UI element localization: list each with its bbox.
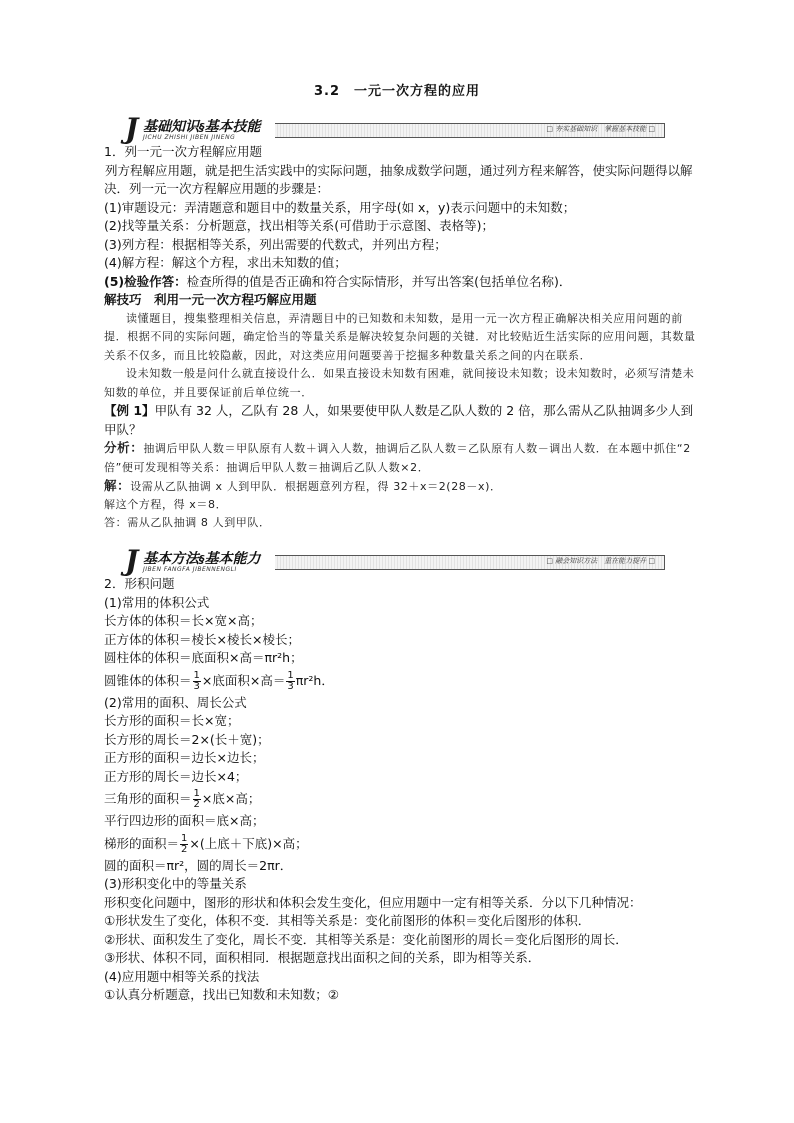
area-heading: (2)常用的面积、周长公式: [104, 694, 247, 710]
formula-cube-volume: 正方体的体积＝棱长×棱长×棱长；: [104, 631, 300, 647]
method-heading: (4)应用题中相等关系的找法: [104, 968, 260, 984]
banner-title-2: 基本技能: [204, 119, 261, 135]
step-3: (3)列方程：根据相等关系，列出需要的代数式，并列出方程；: [104, 236, 447, 252]
fraction-one-third: $\frac{1}{3}$: [193, 669, 200, 692]
formula-cuboid-volume: 长方体的体积＝长×宽×高；: [104, 613, 263, 628]
analysis-text: 抽调后甲队人数＝甲队原有人数＋调入人数，抽调后乙队人数＝乙队原有人数－调出人数．在本题中抓住“2 倍”便可发现相等关系：抽调后甲队人数＝抽调后乙队人数×2．: [104, 442, 691, 474]
tip-paragraph-2: 设未知数一般是问什么就直接设什么．如果直接设未知数有困难，就间接设未知数；设未知数时，必须写清楚未知数的单位，并且要保证前后单位统一．: [104, 367, 695, 399]
formula-cylinder-volume: 圆柱体的体积＝底面积×高＝πr²h；: [104, 650, 303, 665]
tip-heading: 解技巧 利用一元一次方程巧解应用题: [104, 292, 317, 307]
solution-step-2: 解这个方程，得 x＝8．: [104, 497, 228, 511]
formula-circle: 圆的面积＝πr²，圆的周长＝2πr．: [104, 857, 293, 873]
solution-label: 解：: [104, 478, 131, 493]
volume-heading: (1)常用的体积公式: [104, 594, 210, 610]
analysis-label: 分析：: [104, 440, 144, 455]
j-logo-icon: J: [125, 544, 139, 577]
paragraph-intro: 列方程解应用题，就是把生活实践中的实际问题，抽象成数学问题，通过列方程来解答，使实际问题得以解决．列一元一次方程解应用题的步骤是：: [104, 162, 693, 196]
solution: [104, 477, 704, 496]
banner-pinyin: JICHU ZHISHI JIBEN JINENG: [143, 134, 236, 141]
fraction-one-half: $\frac{1}{2}$: [193, 788, 200, 810]
change-case-3: ③形状、体积不同，面积相同．根据题意找出面积之间的关系，即为相等关系．: [104, 950, 541, 965]
step-5-label: (5)检验作答：: [104, 273, 187, 289]
step-2: (2)找等量关系：分析题意，找出相等关系(可借助于示意图、表格等)；: [104, 218, 494, 233]
page-title: 3.2 一元一次方程的应用: [313, 84, 481, 99]
formula-rectangle-area: 长方形的面积＝长×宽；: [104, 713, 240, 728]
change-case-1: ①形状发生了变化，体积不变．其相等关系是：变化前图形的体积＝变化后图形的体积．: [104, 913, 591, 928]
analysis: [104, 439, 704, 477]
step-5: [104, 273, 704, 292]
formula-cone-volume: 圆锥体的体积＝ $\frac{1}{3}$ ×底面积×高＝ $\frac{1}{3}$ πr²h．: [104, 669, 334, 692]
formula-trapezoid-area: 梯形的面积＝ $\frac{1}{2}$ ×(上底＋下底)×高；: [104, 832, 308, 855]
solution-answer: 答：需从乙队抽调 8 人到甲队．: [104, 516, 271, 529]
section-banner-basic-knowledge: J 基础知识§基本技能 JICHU ZHISHI JIBEN JINENG □ 夯实基础知识 掌握基本技能 □: [125, 114, 665, 144]
solution-text: 设需从乙队抽调 x 人到甲队．根据题意列方程，得 32＋x＝2(28－x)．: [130, 480, 502, 493]
section-2: [104, 575, 704, 1005]
step-5-text: 检查所得的值是否正确和符合实际情形，并写出答案(包括单位名称)．: [186, 273, 572, 289]
step-4: (4)解方程：解这个方程，求出未知数的值；: [104, 255, 347, 270]
fraction-one-third: $\frac{1}{3}$: [287, 669, 294, 692]
banner-pinyin: JIBEN FANGFA JIBENNENGLI: [143, 566, 237, 573]
change-heading: (3)形积变化中的等量关系: [104, 876, 247, 891]
banner-hint: □ 融会知识方法 重在能力提升 □: [546, 557, 655, 565]
step-1: (1)审题设元：弄清题意和题目中的数量关系，用字母(如 x，y)表示问题中的未知数；: [104, 199, 576, 215]
banner-hint: □ 夯实基础知识 掌握基本技能 □: [546, 125, 655, 133]
section-1: [104, 143, 704, 533]
section-heading: 1．列一元一次方程解应用题: [104, 144, 262, 159]
j-logo-icon: J: [125, 112, 139, 145]
formula-triangle-area: 三角形的面积＝ $\frac{1}{2}$ ×底×高；: [104, 788, 261, 810]
banner-title: 基础知识: [143, 119, 199, 135]
banner-title-2: 基本能力: [204, 551, 261, 567]
method-step-1: ①认真分析题意，找出已知数和未知数；②: [104, 987, 339, 1002]
formula-rectangle-perimeter: 长方形的周长＝2×(长＋宽)；: [104, 731, 270, 747]
tip-paragraph-1: 读懂题目，搜集整理相关信息，弄清题目中的已知数和未知数，是用一元一次方程正确解决相关应用问题的前提．根据不同的实际问题，确定恰当的等量关系是解决较复杂问题的关键．对比较贴近生活实际的应用问题，其数量关系不仅多，而且比较隐蔽，因此，对这类应用问题要善于挖掘多种数量关系之间的内在联系．: [104, 311, 696, 362]
example-1: [104, 402, 704, 439]
formula-square-area: 正方形的面积＝边长×边长；: [104, 750, 265, 765]
example-label: 【例 1】: [104, 403, 155, 418]
section-heading: 2．形积问题: [104, 576, 175, 591]
banner-title: 基本方法: [143, 551, 199, 567]
formula-square-perimeter: 正方形的周长＝边长×4；: [104, 768, 248, 784]
section-banner-basic-methods: J 基本方法§基本能力 JIBEN FANGFA JIBENNENGLI □ 融会知识方法 重在能力提升 □: [125, 546, 665, 576]
example-text: 甲队有 32 人，乙队有 28 人，如果要使甲队人数是乙队人数的 2 倍，那么需从乙队抽调多少人到甲队？: [104, 403, 694, 437]
change-intro: 形积变化问题中，图形的形状和体积会发生变化，但应用题中一定有相等关系．分以下几种情况：: [104, 894, 642, 910]
formula-parallelogram-area: 平行四边形的面积＝底×高；: [104, 813, 265, 828]
fraction-one-half: $\frac{1}{2}$: [181, 832, 188, 855]
change-case-2: ②形状、面积发生了变化，周长不变．其相等关系是：变化前图形的周长＝变化后图形的周长．: [104, 931, 628, 947]
